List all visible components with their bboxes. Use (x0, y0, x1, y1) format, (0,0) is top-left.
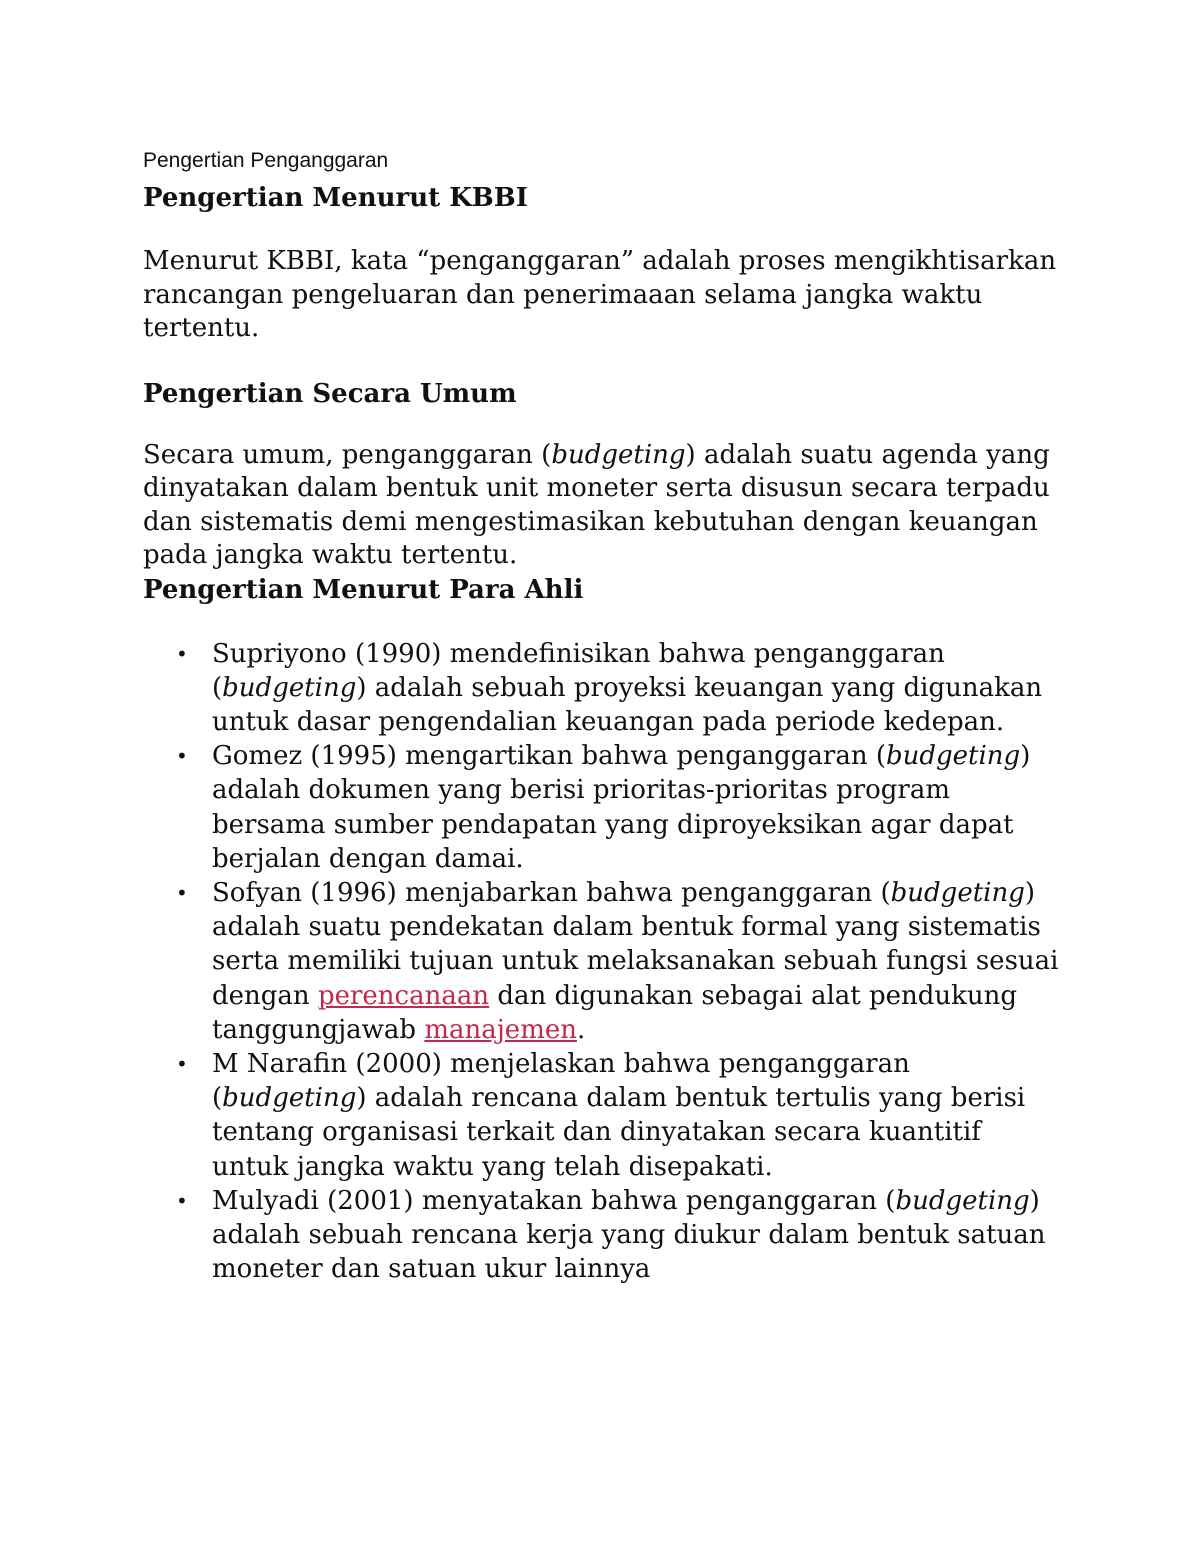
paragraph-umum-text-end: ) adalah suatu agenda yang dinyatakan dalam bentuk unit moneter serta disusun secara terpadu dan sistematis demi mengestimasikan kebutuhan dengan keuangan pada jangka waktu tertentu. (143, 439, 1050, 570)
list-item-text: dan digunakan sebagai alat pendukung tanggungjawab (212, 980, 1018, 1045)
budgeting-term: budgeting (885, 741, 1021, 772)
heading-umum: Pengertian Secara Umum (143, 378, 517, 409)
list-item-text: ) adalah suatu pendekatan dalam bentuk formal yang sistematis serta memiliki tujuan untuk melaksanakan sebuah fungsi sesuai dengan (212, 877, 1059, 1011)
bullet-icon: • (176, 880, 188, 905)
bullet-icon: • (176, 744, 188, 769)
list-item-text: ) adalah sebuah rencana kerja yang diukur dalam bentuk satuan moneter dan satuan ukur lainnya (212, 1185, 1046, 1285)
list-item-text: Supriyono (1990) mendefinisikan bahwa penganggaran ( (212, 638, 945, 703)
bullet-icon: • (176, 641, 188, 666)
budgeting-term: budgeting (551, 439, 686, 470)
bullet-icon: • (176, 1188, 188, 1213)
list-item-gomez (143, 739, 1063, 876)
document-title: Pengertian Penganggaran (143, 149, 389, 172)
document-body (143, 147, 1063, 1286)
budgeting-term: budgeting (895, 1185, 1030, 1216)
budgeting-term: budgeting (222, 672, 357, 703)
paragraph-umum (143, 439, 1063, 573)
list-item-narafin (143, 1047, 1063, 1184)
experts-list (143, 637, 1063, 1287)
list-item-text: ) adalah rencana dalam bentuk tertulis yang berisi tentang organisasi terkait dan dinyatakan secara kuantitif untuk jangka waktu yang telah disepakati. (212, 1083, 1026, 1182)
list-item-text: ) adalah sebuah proyeksi keuangan yang digunakan untuk dasar pengendalian keuangan pada periode kedepan. (212, 672, 1043, 737)
budgeting-term: budgeting (222, 1083, 357, 1114)
paragraph-umum-text: Secara umum, penganggaran ( (143, 439, 552, 470)
list-item-mulyadi (143, 1184, 1063, 1287)
list-item-text: M Narafin (2000) menjelaskan bahwa penganggaran ( (212, 1048, 910, 1114)
link-perencanaan[interactable]: perencanaan (317, 980, 490, 1011)
list-item-text: Sofyan (1996) menjabarkan bahwa penganggaran ( (212, 877, 891, 908)
link-manajemen[interactable]: manajemen (424, 1014, 577, 1045)
paragraph-kbbi: Menurut KBBI, kata “penganggaran” adalah proses mengikhtisarkan rancangan pengeluaran dan penerimaaan selama jangka waktu tertentu. (143, 246, 1057, 343)
list-item-text: Gomez (1995) mengartikan bahwa penganggaran ( (212, 741, 886, 772)
heading-kbbi: Pengertian Menurut KBBI (143, 183, 528, 213)
bullet-icon: • (176, 1051, 188, 1076)
heading-para-ahli: Pengertian Menurut Para Ahli (143, 574, 584, 605)
list-item-text: Mulyadi (2001) menyatakan bahwa penganggaran ( (212, 1185, 896, 1216)
list-item-text: . (576, 1014, 586, 1045)
list-item-sofyan (143, 876, 1063, 1047)
budgeting-term: budgeting (890, 877, 1025, 908)
list-item-text: ) adalah dokumen yang berisi prioritas-prioritas program bersama sumber pendapatan yang diproyeksikan agar dapat berjalan dengan damai. (212, 741, 1031, 874)
list-item-supriyono (143, 637, 1063, 740)
